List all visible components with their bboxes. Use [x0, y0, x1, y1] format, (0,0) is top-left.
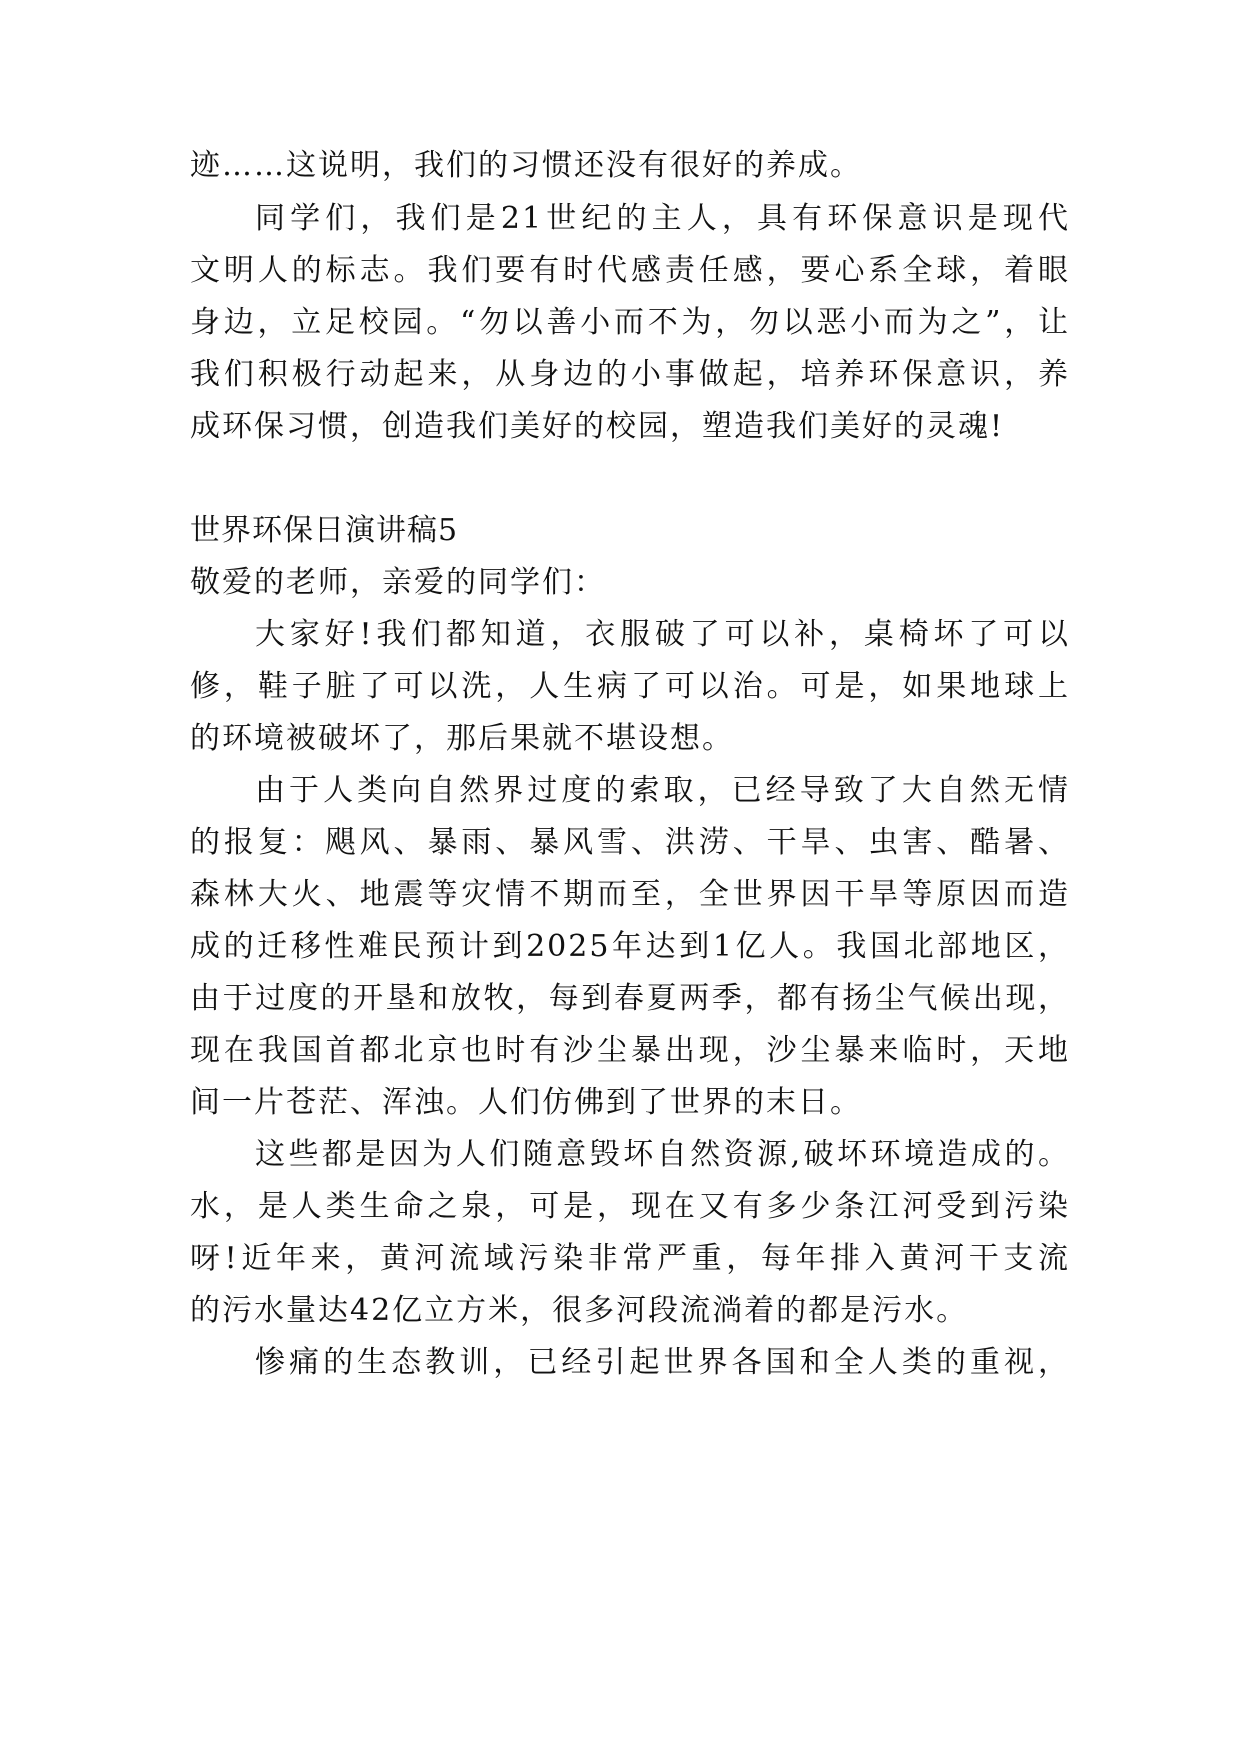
text-line: 的报复：飓风、暴雨、暴风雪、洪涝、干旱、虫害、酷暑、: [190, 825, 1070, 860]
text-line: 修，鞋子脏了可以洗，人生病了可以治。可是，如果地球上: [190, 669, 1070, 704]
text-line: 迹……这说明，我们的习惯还没有很好的养成。: [190, 148, 862, 183]
text-line: 成环保习惯，创造我们美好的校园，塑造我们美好的灵魂!: [190, 409, 1005, 444]
text-line: 的环境被破坏了，那后果就不堪设想。: [190, 721, 734, 756]
text-line: 呀!近年来，黄河流域污染非常严重，每年排入黄河干支流: [190, 1241, 1070, 1276]
text-line: 的污水量达42亿立方米，很多河段流淌着的都是污水。: [190, 1293, 969, 1328]
text-line: 成的迁移性难民预计到2025年达到1亿人。我国北部地区，: [190, 929, 1070, 964]
paragraph-first-line: 由于人类向自然界过度的索取，已经导致了大自然无情: [255, 773, 1070, 808]
paragraph-first-line: 惨痛的生态教训，已经引起世界各国和全人类的重视，: [255, 1345, 1070, 1380]
text-line: 水，是人类生命之泉，可是，现在又有多少条江河受到污染: [190, 1189, 1070, 1224]
text-line: 身边，立足校园。“勿以善小而不为，勿以恶小而为之”，让: [190, 305, 1070, 340]
text-line: 现在我国首都北京也时有沙尘暴出现，沙尘暴来临时，天地: [190, 1033, 1070, 1068]
salutation: 敬爱的老师，亲爱的同学们：: [190, 565, 606, 600]
text-line: 我们积极行动起来，从身边的小事做起，培养环保意识，养: [190, 357, 1070, 392]
text-line: 森林大火、地震等灾情不期而至，全世界因干旱等原因而造: [190, 877, 1070, 912]
paragraph-first-line: 大家好!我们都知道，衣服破了可以补，桌椅坏了可以: [255, 617, 1070, 652]
text-line: 由于过度的开垦和放牧，每到春夏两季，都有扬尘气候出现，: [190, 981, 1070, 1016]
text-line: 间一片苍茫、浑浊。人们仿佛到了世界的末日。: [190, 1085, 862, 1120]
section-title: 世界环保日演讲稿5: [190, 513, 459, 548]
paragraph-first-line: 同学们，我们是21世纪的主人，具有环保意识是现代: [255, 201, 1070, 236]
text-line: 文明人的标志。我们要有时代感责任感，要心系全球，着眼: [190, 253, 1070, 288]
paragraph-first-line: 这些都是因为人们随意毁坏自然资源,破坏环境造成的。: [255, 1137, 1070, 1172]
